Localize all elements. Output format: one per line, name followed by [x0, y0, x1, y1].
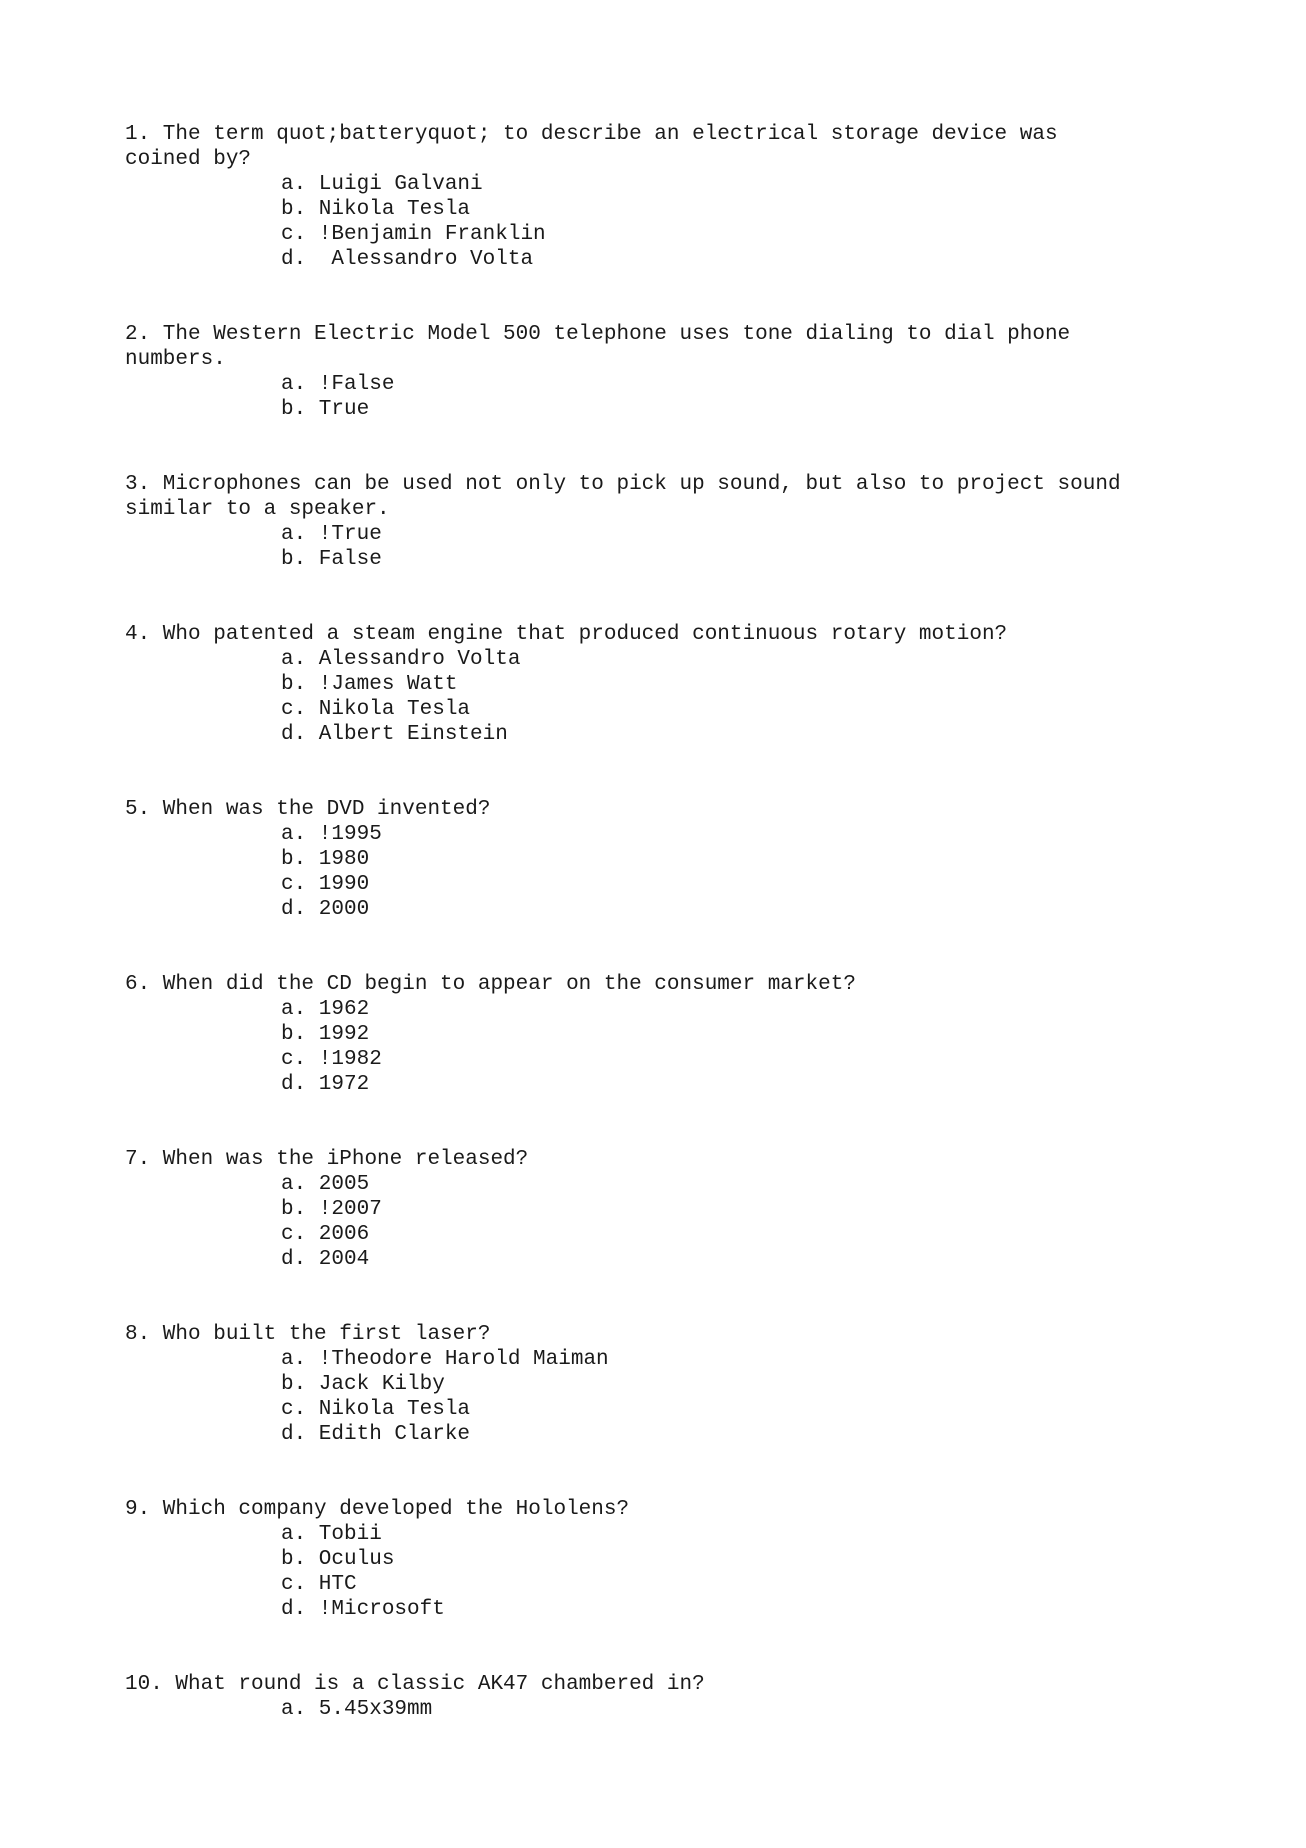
question-3 [125, 472, 1245, 572]
answer-option: a. 1962 [281, 998, 370, 1021]
question-9 [125, 1497, 1245, 1622]
answer-option: b. !James Watt [281, 673, 458, 696]
answer-option: a. !Theodore Harold Maiman [281, 1348, 609, 1371]
answer-option: b. True [281, 398, 370, 421]
answer-option: b. 1980 [281, 848, 370, 871]
answer-option: c. Nikola Tesla [281, 698, 471, 721]
answer-option: a. !True [281, 523, 382, 546]
answer-option: c. !1982 [281, 1048, 382, 1071]
answer-option: b. 1992 [281, 1023, 370, 1046]
answer-option: b. Jack Kilby [281, 1373, 445, 1396]
answer-option: b. Nikola Tesla [281, 198, 471, 221]
question-7 [125, 1147, 1245, 1272]
answer-options [125, 522, 1245, 572]
answer-option: c. !Benjamin Franklin [281, 223, 546, 246]
answer-option: a. !1995 [281, 823, 382, 846]
answer-options [125, 1697, 1245, 1722]
answer-option: a. Alessandro Volta [281, 648, 521, 671]
question-4 [125, 622, 1245, 747]
answer-option: d. 1972 [281, 1073, 370, 1096]
answer-option: a. !False [281, 373, 395, 396]
answer-options [125, 372, 1245, 422]
quiz-document [125, 122, 1245, 1772]
question-2 [125, 322, 1245, 422]
answer-options [125, 822, 1245, 922]
question-10 [125, 1672, 1245, 1722]
answer-option: d. Alessandro Volta [281, 248, 534, 271]
answer-option: b. !2007 [281, 1198, 382, 1221]
answer-options [125, 1522, 1245, 1622]
answer-option: d. !Microsoft [281, 1598, 445, 1621]
answer-option: d. 2004 [281, 1248, 370, 1271]
answer-option: c. HTC [281, 1573, 357, 1596]
answer-options [125, 997, 1245, 1097]
question-text: 6. When did the CD begin to appear on the consumer market? [125, 973, 856, 996]
question-text: 2. The Western Electric Model 500 telephone uses tone dialing to dial phone numbers. [125, 323, 1071, 371]
question-text: 4. Who patented a steam engine that produced continuous rotary motion? [125, 623, 1008, 646]
answer-option: a. Luigi Galvani [281, 173, 483, 196]
question-text: 5. When was the DVD invented? [125, 798, 491, 821]
answer-option: d. Albert Einstein [281, 723, 508, 746]
question-8 [125, 1322, 1245, 1447]
question-1 [125, 122, 1245, 272]
question-text: 7. When was the iPhone released? [125, 1148, 529, 1171]
question-text: 9. Which company developed the Hololens? [125, 1498, 630, 1521]
answer-option: c. 1990 [281, 873, 370, 896]
answer-option: b. False [281, 548, 382, 571]
answer-option: a. Tobii [281, 1523, 382, 1546]
answer-options [125, 647, 1245, 747]
answer-options [125, 1347, 1245, 1447]
answer-option: c. Nikola Tesla [281, 1398, 471, 1421]
question-5 [125, 797, 1245, 922]
answer-options [125, 172, 1245, 272]
question-6 [125, 972, 1245, 1097]
answer-option: b. Oculus [281, 1548, 395, 1571]
answer-option: c. 2006 [281, 1223, 370, 1246]
question-text: 8. Who built the first laser? [125, 1323, 491, 1346]
question-text: 1. The term quot;batteryquot; to describe an electrical storage device was coined by? [125, 123, 1058, 171]
question-text: 10. What round is a classic AK47 chambered in? [125, 1673, 705, 1696]
question-text: 3. Microphones can be used not only to pick up sound, but also to project sound similar to a speaker. [125, 473, 1121, 521]
answer-option: a. 2005 [281, 1173, 370, 1196]
answer-option: d. 2000 [281, 898, 370, 921]
answer-options [125, 1172, 1245, 1272]
answer-option: a. 5.45x39mm [281, 1698, 433, 1721]
answer-option: d. Edith Clarke [281, 1423, 471, 1446]
